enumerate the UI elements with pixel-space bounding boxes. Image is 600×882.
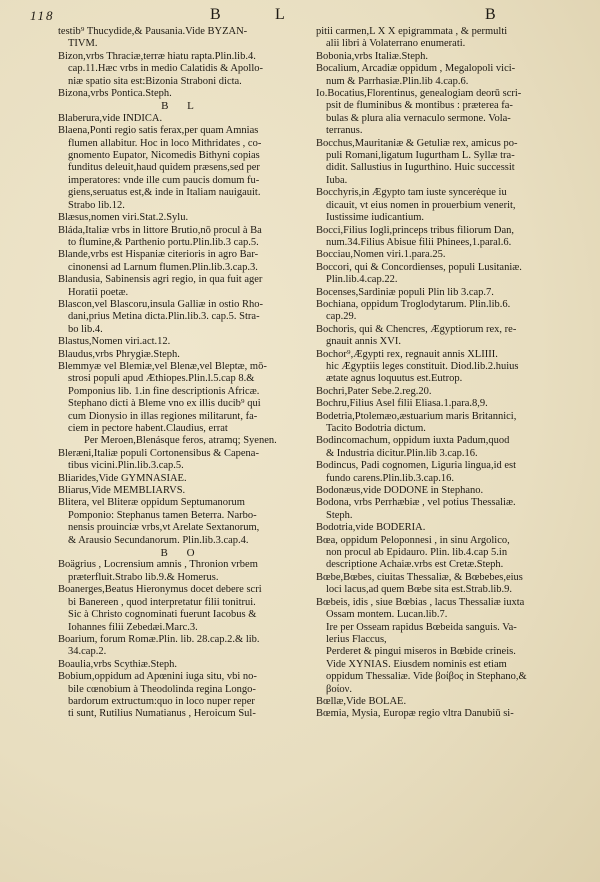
page-number: 118: [30, 8, 55, 23]
entry-line: Bocchus,Mauritaniæ & Getuliæ rex, amicus po-: [316, 137, 518, 149]
entry-line: num & Parrhasiæ.Plin.lib 4.cap.6.: [326, 75, 469, 87]
entry-line: pitii carmen,L X X epigrammata , & permulti: [316, 26, 508, 37]
entry-line: Bodona, vrbs Perrhæbiæ , vel potius Thessaliæ.: [316, 497, 516, 509]
entry-line: hic Ægyptiis leges constituit. Diod.lib.2.huius: [326, 360, 519, 372]
entry-line: alii libri à Volaterrano enumerati.: [326, 38, 466, 50]
entry-line: Bœbe,Bœbes, ciuitas Thessaliæ, & Bœbebes,eius: [316, 571, 523, 583]
entry-line: Bocchyris,in Ægypto tam iuste syncerėque iu: [316, 187, 507, 199]
entry-line: flumen allabitur. Hoc in loco Mithridates , co-: [68, 137, 262, 149]
entry-line: terranus.: [326, 125, 363, 137]
entry-line: Iohannes filii Zebedæi.Marc.3.: [68, 621, 198, 633]
entry-line: bo lib.4.: [68, 323, 103, 335]
entry-line: puli Romani,ligatum Iugurtham L. Syllæ tra-: [326, 150, 515, 162]
entry-line: Bizon,vrbs Thraciæ,terræ hiatu rapta.Plin.lib.4.: [58, 50, 256, 62]
entry-line: præterfluit.Strabo lib.9.& Homerus.: [68, 571, 219, 583]
entry-line: Pomponio: Stephanus tamen Beterra. Narbo-: [68, 509, 257, 521]
entry-line: Bœmia, Mysia, Europæ regio vltra Danubiū si-: [316, 708, 514, 720]
entry-line: num.34.Filius Abisue filii Phinees,1.paral.6.: [326, 236, 512, 248]
entry-line: Bliarides,Vide GYMNASIAE.: [58, 472, 187, 484]
entry-line: to flumine,& Parthenio portu.Plin.lib.3 cap.5.: [68, 236, 259, 248]
entry-line: bardorum extructum:quo in loco nuper reper: [68, 695, 255, 707]
entry-line: Bochoris, qui & Chencres, Ægyptiorum rex, re-: [316, 323, 517, 335]
entry-line: gnauit annis XVI.: [326, 336, 401, 348]
entry-line: Steph.: [326, 509, 353, 521]
entry-line: ti sunt, Rutilius Numatianus , Heroicum Sul-: [68, 708, 256, 720]
entry-line: Horatii poetæ.: [68, 286, 129, 298]
entry-line: Bodincus, Padi cognomen, Liguria lingua,id est: [316, 460, 517, 472]
entry-line: Blandusia, Sabinensis agri regio, in qua fuit ager: [58, 274, 263, 286]
section-heading: B L: [161, 100, 202, 113]
entry-line: Vide XYNIAS. Eiusdem nominis est etiam: [326, 658, 507, 670]
entry-line: imperatores: vnde ille cum paucis domum fu-: [68, 174, 260, 186]
entry-line: Tacito Bodotria dictum.: [326, 423, 426, 434]
entry-line: Bobonia,vrbs Italiæ.Steph.: [316, 50, 428, 62]
entry-line: cinonensi ad Larnum flumen.Plin.lib.3.cap.3.: [68, 261, 258, 273]
section-heading: B O: [160, 547, 203, 560]
entry-line: bile cœnobium à Theodolinda regina Longo-: [68, 683, 256, 695]
entry-line: Bleræni,Italiæ populi Cortonensibus & Capena-: [58, 447, 259, 459]
entry-line: Plin.lib.4.cap.22.: [326, 274, 398, 286]
entry-line: Iustissime iudicantium.: [326, 212, 424, 224]
entry-line: bulas & plura alia vernaculo sermone. Vola-: [326, 112, 511, 124]
entry-line: Bláda,Italiæ vrbs in littore Brutio,nō procul à Ba: [58, 224, 262, 236]
entry-line: psit de fluminibus & montibus : præterea fa-: [326, 100, 513, 112]
entry-line: Perderet & pingui miseros in Bœbide crineis.: [326, 646, 516, 658]
entry-line: Blaena,Ponti regio satis ferax,per quam Amnias: [58, 125, 259, 137]
entry-line: cap.11.Hæc vrbs in medio Calatidis & Apollo-: [68, 63, 264, 75]
entry-line: Bœa, oppidum Peloponnesi , in sinu Argolico,: [316, 534, 510, 546]
entry-line: non procul ab Epidauro. Plin. lib.4.cap 5.in: [326, 547, 508, 559]
entry-line: Per Meroen,Blenásque feros, atramq; Syenen.: [84, 435, 277, 447]
entry-line: tibus vicini.Plin.lib.3.cap.5.: [68, 460, 184, 472]
entry-line: Bochor⁹,Ægypti rex, regnauit annis XLIIII.: [316, 348, 498, 360]
entry-line: Bodotria,vide BODERIA.: [316, 522, 426, 534]
entry-line: Blaudus,vrbs Phrygiæ.Steph.: [58, 348, 180, 360]
entry-line: Bodonæus,vide DODONE in Stephano.: [316, 485, 484, 497]
entry-line: Bochru,Filius Asel filii Eliasa.1.para.8,9.: [316, 398, 488, 410]
entry-line: Bobium,oppidum ad Apœnini iuga situ, vbi no-: [58, 671, 257, 683]
entry-line: & Industria dicitur.Plin.lib 3.cap.16.: [326, 447, 478, 459]
entry-line: dani,prius Metina dicta.Plin.lib.3. cap.5. Stra-: [68, 311, 260, 323]
entry-line: giens,seruatus est,& inde in Italiam nauigauit.: [68, 187, 261, 199]
running-header: [30, 6, 570, 26]
entry-line: Blande,vrbs est Hispaniæ citerioris in agro Bar-: [58, 249, 259, 261]
header-letter: L: [275, 6, 287, 23]
entry-line: ciem in pectore habent.Claudius, errat: [68, 423, 228, 434]
entry-line: Blastus,Nomen viri.act.12.: [58, 336, 171, 348]
left-column: [58, 26, 305, 721]
entry-line: nensis prouinciæ vrbs,vt Arelate Sextanorum,: [68, 522, 260, 534]
entry-line: Blæsus,nomen viri.Stat.2.Sylu.: [58, 212, 189, 224]
entry-line: gnomento Eupator, Nicomedis Bithyni copias: [68, 150, 260, 162]
entry-line: Iuba.: [326, 174, 348, 186]
entry-line: Bliarus,Vide MEMBLIARVS.: [58, 485, 186, 497]
right-column: [316, 26, 562, 721]
entry-line: Bodincomachum, oppidum iuxta Padum,quod: [316, 435, 510, 447]
entry-line: Stephano dicti à Bleme vno ex illis ducib⁹ qui: [68, 398, 261, 410]
entry-line: Bocalium, Arcadiæ oppidum , Megalopoli vici-: [316, 63, 516, 75]
entry-line: Bocci,Filius Iogli,princeps tribus filiorum Dan,: [316, 224, 515, 236]
entry-line: descriptione Achaiæ.vrbs est Cretæ.Steph.: [326, 559, 504, 571]
entry-line: testib⁹ Thucydide,& Pausania.Vide BYZAN-: [58, 26, 248, 37]
entry-line: Sic à Christo cognominati fuerunt Iacobus &: [68, 609, 257, 621]
entry-line: Bochiana, oppidum Troglodytarum. Plin.lib.6.: [316, 298, 511, 310]
header-letter: B: [485, 6, 498, 23]
entry-line: & Arausio Secundanorum. Plin.lib.3.cap.4.: [68, 534, 249, 546]
entry-line: 34.cap.2.: [68, 646, 107, 658]
entry-line: βοίον.: [326, 683, 353, 695]
entry-line: Strabo lib.12.: [68, 199, 125, 211]
entry-line: Boanerges,Beatus Hieronymus docet debere scri: [58, 584, 262, 596]
entry-line: didit. Sallustius in Iugurthino. Huic successit: [326, 162, 515, 174]
entry-line: Bodetria,Ptolemæo,æstuarium maris Britannici,: [316, 410, 517, 422]
entry-line: Blascon,vel Blascoru,insula Galliæ in ostio Rho-: [58, 298, 264, 310]
entry-line: Bœllæ,Vide BOLAE.: [316, 695, 407, 707]
entry-line: Boccori, qui & Concordienses, populi Lusitaniæ.: [316, 261, 522, 273]
entry-line: Pomponius lib. 1.in fine descriptionis Africæ.: [68, 385, 260, 397]
entry-line: oppidum Thessaliæ. Vide βοίβος in Stephano,&: [326, 671, 527, 683]
entry-line: Boarium, forum Romæ.Plin. lib. 28.cap.2.& lib.: [58, 633, 260, 645]
entry-line: Bizona,vrbs Pontica.Steph.: [58, 88, 172, 100]
entry-line: Io.Bocatius,Florentinus, genealogiam deorū scri-: [316, 88, 522, 100]
entry-line: strosi populi apud Æthiopes.Plin.l.5.cap 8.&: [68, 373, 255, 385]
entry-line: dicauit, vt eius nomen in prouerbium venerit,: [326, 199, 516, 211]
header-letter: B: [210, 6, 223, 23]
entry-line: Ire per Osseam rapidus Bœbeida sanguis. Va-: [326, 621, 517, 633]
entry-line: Bocenses,Sardiniæ populi Plin lib 3.cap.7.: [316, 286, 494, 298]
entry-line: lerius Flaccus,: [326, 633, 387, 645]
entry-line: ætate agnus loquutus est.Eutrop.: [326, 373, 463, 385]
entry-line: niæ spatio sita est:Bizonia Straboni dicta.: [68, 75, 242, 87]
entry-line: Boaulia,vrbs Scythiæ.Steph.: [58, 658, 177, 670]
entry-line: cum Dionysio in illas regiones militarunt, fa-: [68, 410, 258, 422]
entry-line: Blemmyæ vel Blemiæ,vel Blenæ,vel Bleptæ, mō-: [58, 360, 267, 372]
entry-line: Boägrius , Locrensium amnis , Thronion vrbem: [58, 559, 258, 571]
entry-line: bi Banereen , quod interpretatur filii tonitrui.: [68, 596, 256, 608]
entry-line: loci lacus,ad quem Bœbe sita est.Strab.lib.9.: [326, 584, 513, 596]
entry-line: Ossam montem. Lucan.lib.7.: [326, 609, 448, 621]
entry-line: Blaberura,vide INDICA.: [58, 112, 163, 124]
entry-line: Bochri,Pater Sebe.2.reg.20.: [316, 385, 432, 397]
entry-line: Blitera, vel Bliteræ oppidum Septumanorum: [58, 497, 245, 509]
entry-line: fundo carens.Plin.lib.3.cap.16.: [326, 472, 455, 484]
entry-line: Bœbeis, idis , siue Bœbias , lacus Thessaliæ iuxta: [316, 596, 525, 608]
entry-line: TIVM.: [68, 38, 98, 50]
entry-line: funditus deleuit,haud quidem præsens,sed per: [68, 162, 260, 174]
entry-line: Bocciau,Nomen viri.1.para.25.: [316, 249, 446, 261]
entry-line: cap.29.: [326, 311, 357, 323]
